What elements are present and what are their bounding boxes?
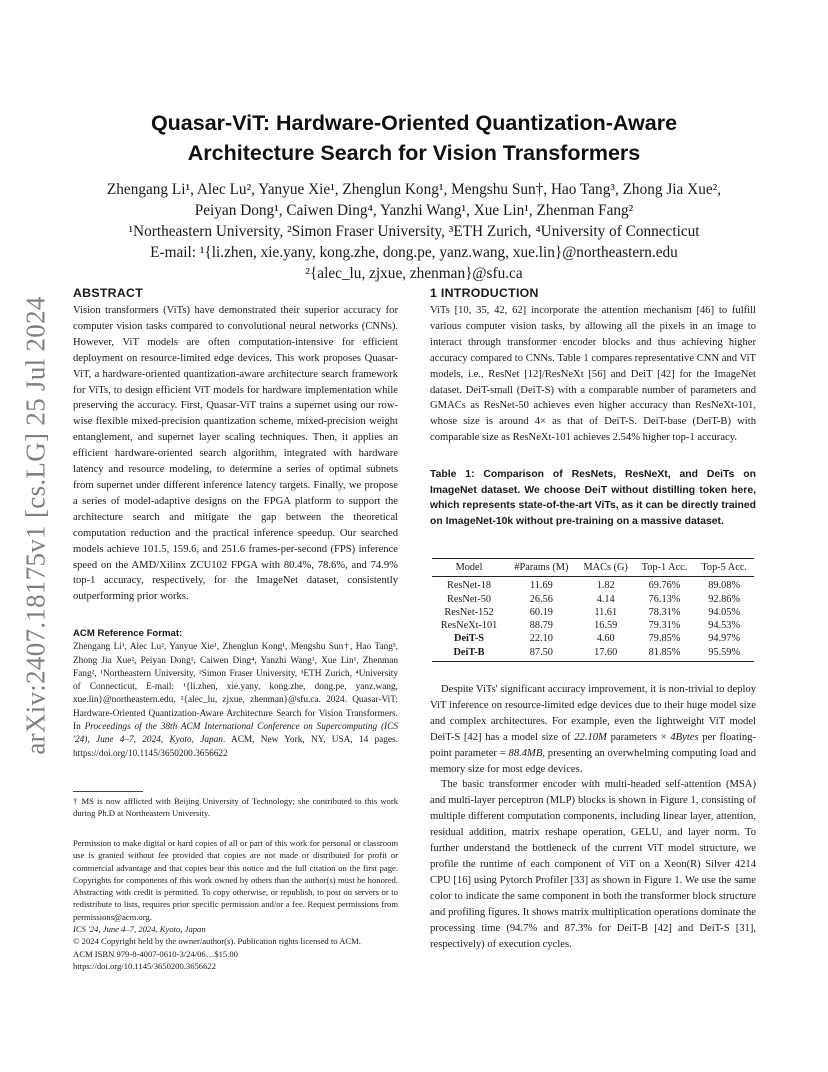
email-line-2: ²{alec_lu, zjxue, zhenman}@sfu.ca (305, 265, 523, 282)
p2-math-bytes: 4Bytes (670, 731, 699, 743)
table-row (432, 577, 754, 593)
venue-text: ICS '24, June 4–7, 2024, Kyoto, Japan (73, 924, 206, 935)
acm-reference-text (73, 641, 398, 761)
p2-text-c: per floating-point parameter = (430, 731, 756, 759)
author-line-2: Peiyan Dong¹, Caiwen Ding⁴, Yanzhi Wang¹, Xue Lin¹, Zhenman Fang² (194, 202, 634, 219)
title-line-1: Quasar-ViT: Hardware-Oriented Quantization-Aware (150, 111, 678, 135)
abstract-heading: ABSTRACT (73, 286, 144, 300)
p2-math-size: 88.4MB (508, 747, 543, 759)
acm-reference-body: Zhengang Li¹, Alec Lu², Yanyue Xie¹, Zhenglun Kong¹, Mengshu Sun†, Hao Tang³, Zhong Jia Xue², Peiyan Dong¹, Caiwen Ding⁴, Yanzhi Wang¹, Xue Lin¹, Zhenman Fang², ¹Northeastern University, ²Simon Fraser University, ³ETH Zurich, ⁴University of Connecticut, E-mail: ¹{li.zhen, xie.yany, kong.zhe, dong.pe, yanz.wang, xue.lin}@northeastern.edu, ²{alec_lu, zjxue, zhenman}@sfu.ca. 2024. Quasar-ViT: Hardware-Oriented Quantization-Aware Architecture Search for Vision Transformers. In (73, 642, 398, 733)
cell-macs: 4.60 (596, 633, 615, 645)
cell-model: ResNeXt-101 (440, 620, 498, 632)
cell-top5: 94.53% (708, 620, 741, 632)
arxiv-stamp-text: arXiv:2407.18175v1 [cs.LG] 25 Jul 2024 (20, 295, 51, 755)
doi-line: https://doi.org/10.1145/3650200.3656622 (73, 960, 216, 971)
intro-paragraph-3: The basic transformer encoder with multi-headed self-attention (MSA) and multi-layer perceptron (MLP) blocks is shown in Figure 1, consisting of multiple different computation components, including linear layer, attention, residual addition, matrix reshape operation, GELU, and layer norm. To further understand the bottleneck of the current ViT model structure, we profile the runtime of each component of ViT on a Xeon(R) Silver 4214 CPU [16] using Pytorch Profiler [33] as shown in Figure 1. We use the same color to indicate the same component in both the transformer block structure and profiling figures. It shows matrix multiplication operations dominate the processing time (94.7% and 87.3% for DeiT-B [42] and DeiT-S [31], respectively) of execution cycles. (430, 779, 756, 950)
paper-title (90, 108, 738, 168)
cell-top1: 81.85% (648, 646, 681, 658)
table-1 (432, 558, 754, 662)
cell-top5: 94.05% (708, 606, 741, 618)
footnote-text: † MS is now afflicted with Beijing University of Technology; she contributed to this work during Ph.D at Northeastern University. (73, 796, 398, 819)
cell-top5: 94.97% (708, 633, 741, 645)
col-top1: Top-1 Acc. (641, 562, 688, 573)
cell-params: 87.50 (529, 646, 553, 658)
comparison-table (432, 558, 754, 662)
table-header-row (432, 559, 754, 577)
col-model: Model (455, 562, 483, 573)
cell-model: ResNet-152 (444, 606, 494, 618)
cell-top1: 76.13% (648, 593, 681, 605)
title-line-2: Architecture Search for Vision Transformers (187, 141, 641, 165)
abstract-text: Vision transformers (ViTs) have demonstrated their superior accuracy for computer vision tasks compared to convolutional neural networks (CNNs). However, ViT models are often computation-intensive for efficient deployment on resource-limited edge devices. This work proposes Quasar-ViT, a hardware-oriented quantization-aware architecture search framework for ViTs, to design efficient ViT models for hardware implementation while preserving the accuracy. First, Quasar-ViT trains a supernet using our row-wise flexible mixed-precision quantization scheme, mixed-precision weight entanglement, and supernet layer scaling techniques. Then, it applies an efficient hardware-oriented search algorithm, integrated with hardware latency and resource modeling, to determine a series of optimal subnets from supernet under different inference latency targets. Finally, we propose a series of model-adaptive designs on the FPGA platform to support the architecture search and mitigate the gap between the theoretical computation reduction and the practical inference speedup. Our searched models achieve 101.5, 159.6, and 251.6 frames-per-second (FPS) inference speed on the AMD/Xilinx ZCU102 FPGA with 80.4%, 78.6%, and 74.9% top-1 accuracy, respectively, for the ImageNet dataset, consistently outperforming prior works. (73, 305, 398, 603)
cell-params: 22.10 (529, 633, 553, 645)
cell-top5: 92.86% (708, 593, 741, 605)
intro-continued (430, 682, 756, 952)
cell-model: ResNet-50 (446, 593, 492, 605)
author-block (70, 179, 758, 284)
cell-top1: 78.31% (648, 606, 681, 618)
arxiv-stamp (2, 295, 70, 755)
cell-model: DeiT-B (453, 646, 485, 658)
cell-model: ResNet-18 (446, 580, 492, 592)
table-1-caption (430, 467, 756, 529)
table-row (432, 606, 754, 619)
email-line-1: E-mail: ¹{li.zhen, xie.yany, kong.zhe, dong.pe, yanz.wang, xue.lin}@northeastern.edu (150, 244, 678, 261)
permission-text: Permission to make digital or hard copies of all or part of this work for personal or classroom use is granted without fee provided that copies are not made or distributed for profit or commercial advantage and that copies bear this notice and the full citation on the first page. Copyrights for components of this work owned by others than the author(s) must be honored. Abstracting with credit is permitted. To copy otherwise, or republish, to post on servers or to redistribute to lists, requires prior specific permission and/or a fee. Request permissions from permissions@acm.org. (73, 838, 398, 922)
cell-top5: 89.08% (708, 580, 741, 592)
table-row (432, 593, 754, 606)
col-macs: MACs (G) (583, 562, 628, 573)
right-column (430, 285, 756, 446)
col-params: #Params (M) (514, 562, 569, 573)
venue-line (73, 923, 398, 935)
cell-params: 60.19 (529, 606, 553, 618)
cell-model: DeiT-S (454, 633, 484, 645)
p2-text-b: parameters × (606, 731, 671, 743)
cell-params: 88.79 (529, 620, 553, 632)
footnote (73, 795, 398, 820)
permission-block (73, 837, 398, 972)
cell-params: 11.69 (529, 580, 553, 592)
cell-macs: 17.60 (594, 646, 618, 658)
isbn-line: ACM ISBN 979-8-4007-0610-3/24/06…$15.00 (73, 948, 238, 959)
author-line-1: Zhengang Li¹, Alec Lu², Yanyue Xie¹, Zhenglun Kong¹, Mengshu Sun†, Hao Tang³, Zhong Jia Xue², (106, 181, 722, 198)
table-row (432, 646, 754, 662)
p2-math-params: 22.10M (574, 731, 607, 743)
left-column (73, 285, 398, 605)
affiliations: ¹Northeastern University, ²Simon Fraser University, ³ETH Zurich, ⁴University of Connecticut (128, 223, 700, 240)
cell-top1: 69.76% (648, 580, 681, 592)
copyright-line: © 2024 Copyright held by the owner/author(s). Publication rights licensed to ACM. (73, 936, 361, 947)
intro-heading: 1 INTRODUCTION (430, 286, 539, 300)
cell-macs: 4.14 (596, 593, 615, 605)
table-row (432, 619, 754, 632)
intro-paragraph-1: ViTs [10, 35, 42, 62] incorporate the attention mechanism [46] to fulfill various computer vision tasks, by allowing all the pixels in an image to interact through transformer encoder blocks and thus achieving higher accuracy compared to CNNs. Table 1 compares representative CNN and ViT models, i.e., ResNet [12]/ResNeXt [56] and DeiT [42] for the ImageNet dataset. DeiT-small (DeiT-S) with a comparable number of parameters and GMACs as ResNet-50 achieves even higher accuracy than ResNeXt-101, whose size is around 4× as that of DeiT-S. DeiT-base (DeiT-B) with comparable size as ResNeXt-101 achieves 2.54% higher top-1 accuracy. (430, 305, 756, 444)
cell-top5: 95.59% (708, 646, 741, 658)
acm-reference-proceedings: Proceedings of the 38th ACM International Conference on Supercomputing (ICS '24), June 4–7, 2024, Kyoto, Japan (73, 722, 398, 746)
intro-paragraph-2 (430, 682, 756, 777)
table-1-caption-text: Table 1: Comparison of ResNets, ResNeXt, and DeiTs on ImageNet dataset. We choose DeiT without distilling token here, which represents state-of-the-art ViTs, as it can be directly trained on ImageNet-10k without pre-training on a massive dataset. (430, 469, 756, 527)
acm-reference (73, 627, 398, 761)
acm-reference-heading: ACM Reference Format: (73, 628, 183, 639)
p2-text-d: , presenting an overwhelming computing load and memory size for most edge devices. (430, 747, 756, 775)
acm-reference-doi: . ACM, New York, NY, USA, 14 pages. https://doi.org/10.1145/3650200.3656622 (73, 735, 398, 759)
cell-top1: 79.31% (648, 620, 681, 632)
p2-text-a: Despite ViTs' significant accuracy improvement, it is non-trivial to deploy ViT inference on resource-limited edge devices due to their huge model size and complex architectures. For example, even the lightweight ViT model DeiT-S [42] has a model size of (430, 684, 756, 743)
footnote-rule (73, 791, 143, 792)
col-top5: Top-5 Acc. (701, 562, 747, 573)
cell-params: 26.56 (529, 593, 553, 605)
cell-macs: 1.82 (596, 580, 615, 592)
table-row (432, 632, 754, 645)
cell-macs: 11.61 (594, 606, 618, 618)
cell-macs: 16.59 (594, 620, 618, 632)
cell-top1: 79.85% (648, 633, 681, 645)
